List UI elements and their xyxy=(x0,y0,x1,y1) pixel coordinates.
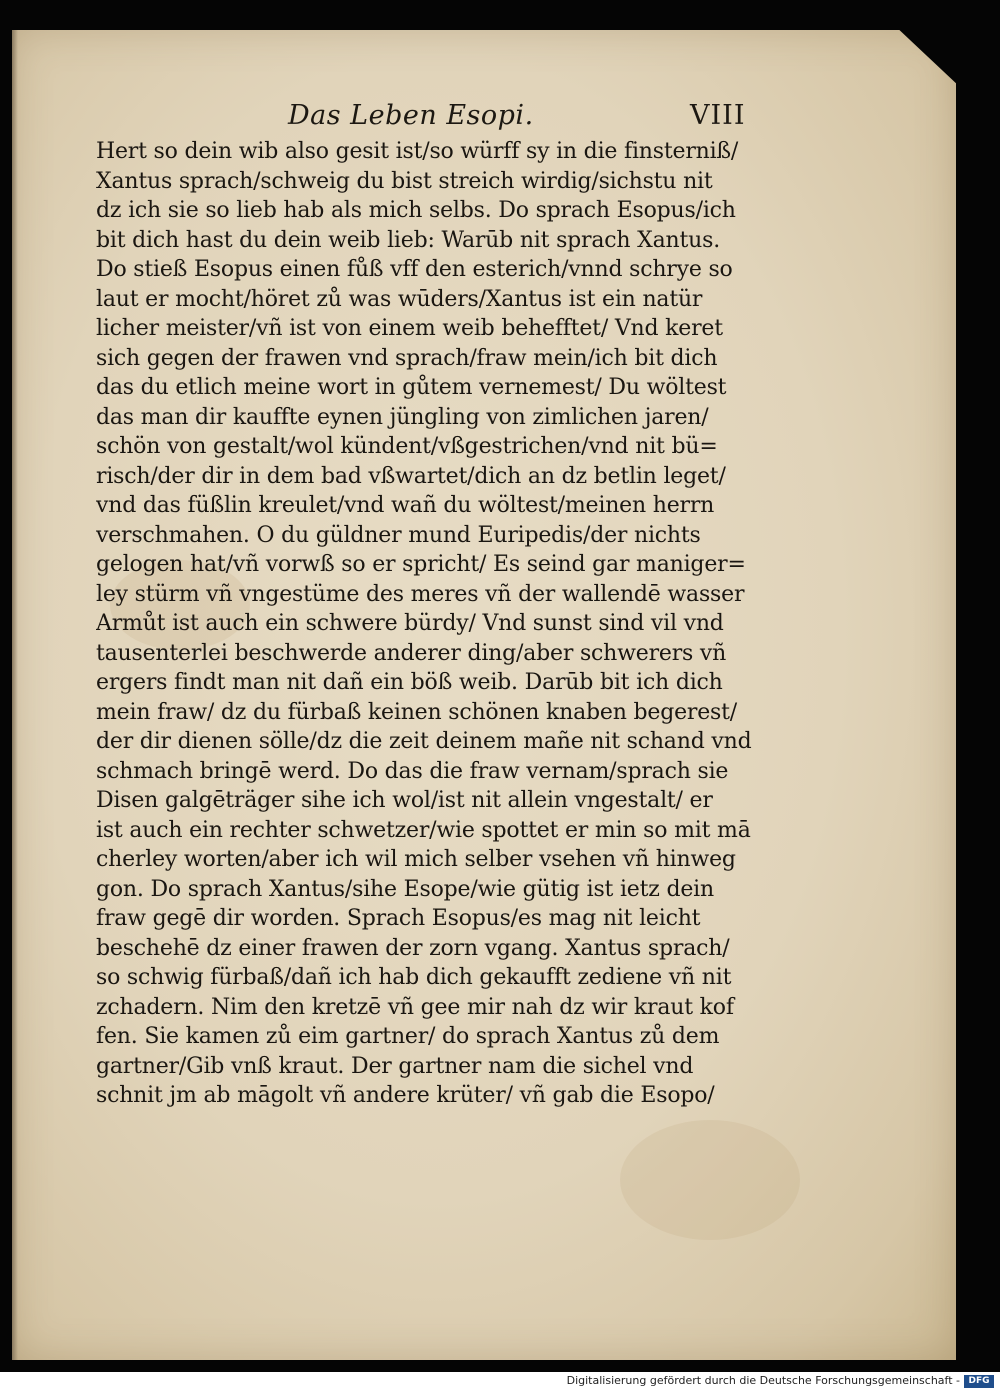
text-line: das du etlich meine wort in gůtem vernemest/ Du wöltest xyxy=(96,375,727,400)
text-line: zchadern. Nim den kretzē vñ gee mir nah dz wir kraut kof xyxy=(96,994,734,1020)
text-line: gelogen hat/vñ vorwß so er spricht/ Es seind gar maniger= xyxy=(96,552,746,577)
text-line: Disen galgēträger sihe ich wol/ist nit allein vngestalt/ er xyxy=(96,788,713,813)
text-line: schön von gestalt/wol kündent/vßgestrichen/vnd nit bü= xyxy=(96,434,718,459)
text-line: bit dich hast du dein weib lieb: Warūb nit sprach Xantus. xyxy=(96,227,721,253)
dfg-logo: DFG xyxy=(964,1375,994,1388)
text-line: risch/der dir in dem bad vßwartet/dich an dz betlin leget/ xyxy=(96,463,726,489)
body-text xyxy=(96,137,766,1111)
text-line: beschehē dz einer frawen der zorn vgang. Xantus sprach/ xyxy=(96,935,730,961)
text-line: mein fraw/ dz du fürbaß keinen schönen knaben begerest/ xyxy=(96,699,737,725)
text-line: verschmahen. O du güldner mund Euripedis/der nichts xyxy=(96,522,701,548)
text-line: ist auch ein rechter schwetzer/wie spottet er min so mit mā xyxy=(96,817,751,843)
text-line: Do stieß Esopus einen fůß vff den esterich/vnnd schrye so xyxy=(96,257,733,282)
text-line: Armůt ist auch ein schwere bürdy/ Vnd sunst sind vil vnd xyxy=(96,611,724,636)
text-line: dz ich sie so lieb hab als mich selbs. Do sprach Esopus/ich xyxy=(96,198,736,223)
text-line: Xantus sprach/schweig du bist streich wirdig/sichstu nit xyxy=(96,168,713,194)
running-title: Das Leben Esopi. xyxy=(288,100,534,131)
text-line: laut er mocht/höret zů was wūders/Xantus ist ein natür xyxy=(96,286,703,312)
page-header xyxy=(0,100,1000,136)
text-line: ley stürm vñ vngestüme des meres vñ der wallendē wasser xyxy=(96,581,745,607)
text-line: tausenterlei beschwerde anderer ding/aber schwerers vñ xyxy=(96,640,727,666)
page-edge xyxy=(12,30,18,1360)
folio-number: VIII xyxy=(690,100,746,131)
text-line: ergers findt man nit dañ ein böß weib. Darūb bit ich dich xyxy=(96,670,723,695)
text-line: cherley worten/aber ich wil mich selber vsehen vñ hinweg xyxy=(96,847,736,872)
text-line: schmach bringē werd. Do das die fraw vernam/sprach sie xyxy=(96,758,729,784)
text-line: der dir dienen sölle/dz die zeit deinem mañe nit schand vnd xyxy=(96,729,752,754)
text-line: das man dir kauffte eynen jüngling von zimlichen jaren/ xyxy=(96,404,709,430)
text-line: sich gegen der frawen vnd sprach/fraw mein/ich bit dich xyxy=(96,345,718,371)
text-line: vnd das füßlin kreulet/vnd wañ du wöltest/meinen herrn xyxy=(96,493,715,518)
text-line: Hert so dein wib also gesit ist/so würff sy in die finsterniß/ xyxy=(96,139,739,164)
text-line: schnit jm ab māgolt vñ andere krüter/ vñ gab die Esopo/ xyxy=(96,1083,715,1108)
text-line: so schwig fürbaß/dañ ich hab dich gekaufft zediene vñ nit xyxy=(96,965,732,990)
text-line: gartner/Gib vnß kraut. Der gartner nam die sichel vnd xyxy=(96,1053,694,1079)
text-line: fraw gegē dir worden. Sprach Esopus/es mag nit leicht xyxy=(96,906,701,931)
text-line: fen. Sie kamen zů eim gartner/ do sprach Xantus zů dem xyxy=(96,1024,720,1049)
funding-credit: Digitalisierung gefördert durch die Deutsche Forschungsgemeinschaft - xyxy=(566,1374,960,1387)
paper-stain xyxy=(620,1120,800,1240)
text-line: licher meister/vñ ist von einem weib behefftet/ Vnd keret xyxy=(96,316,723,341)
digitization-footer xyxy=(0,1372,1000,1391)
text-line: gon. Do sprach Xantus/sihe Esope/wie gütig ist ietz dein xyxy=(96,876,714,902)
